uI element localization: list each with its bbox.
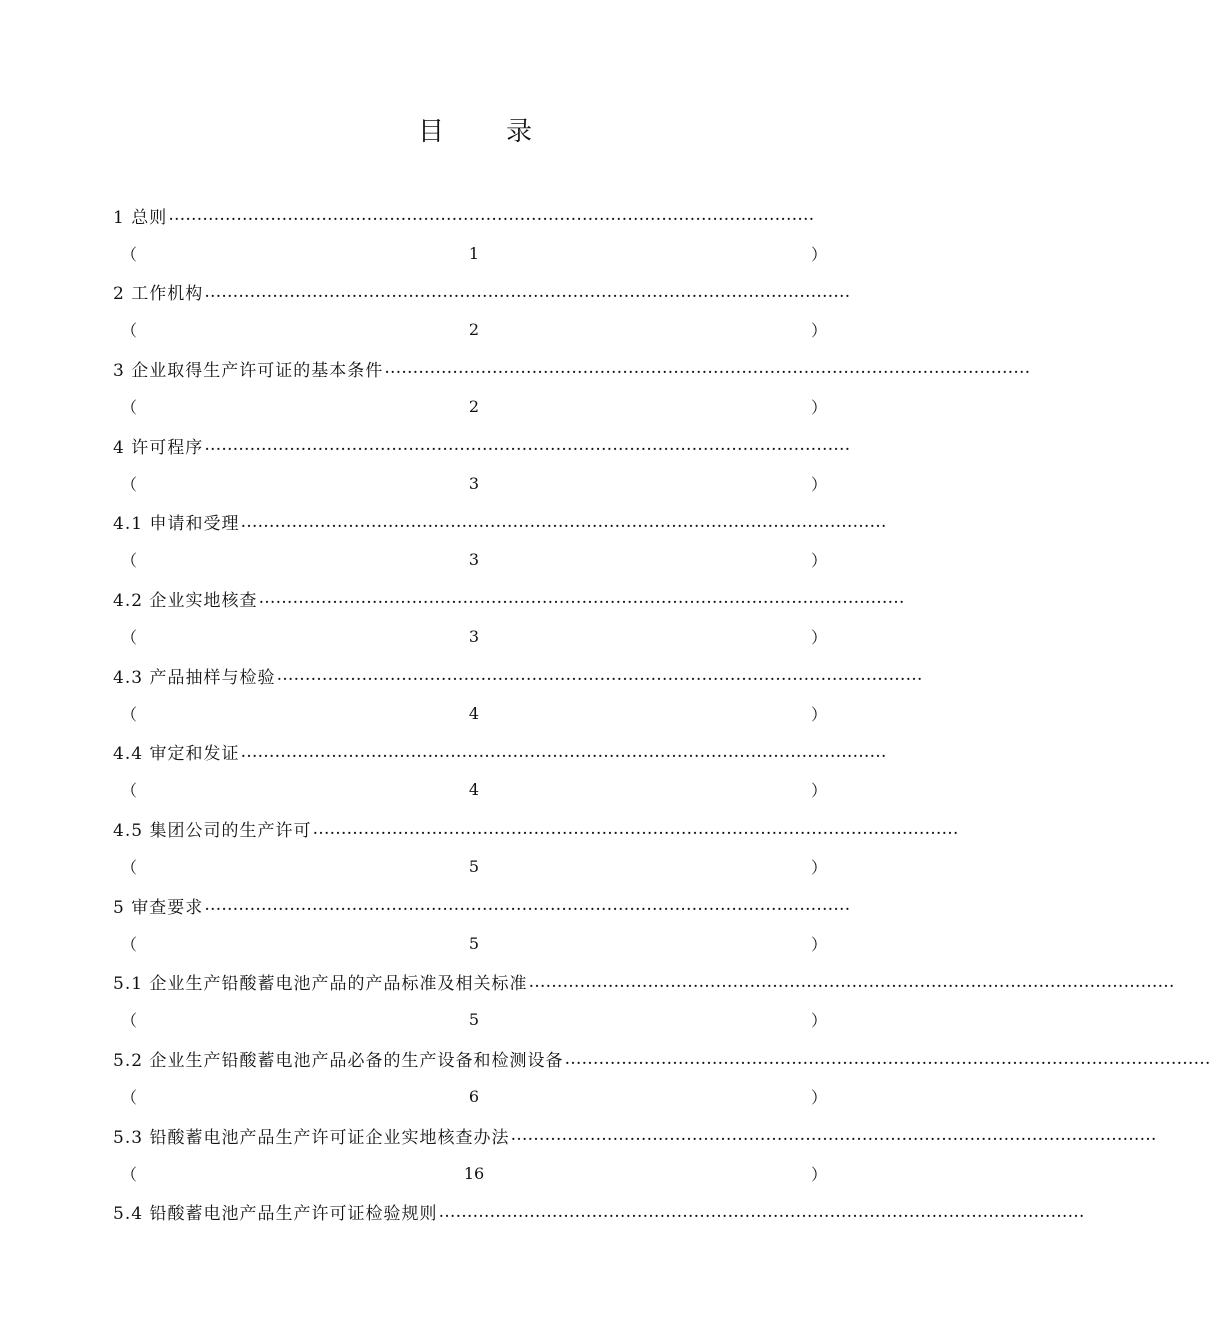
title-char-1: 目 <box>417 117 444 147</box>
toc-page-number: 3 <box>468 626 480 646</box>
toc-page-line <box>113 541 835 579</box>
toc-heading-line <box>113 579 905 617</box>
toc-dot-leader: …………………………………………………………………………………………………… <box>510 1125 1157 1146</box>
toc-entry[interactable] <box>113 963 1175 1040</box>
toc-page-number: 3 <box>468 550 480 570</box>
paren-open: （ <box>121 934 138 954</box>
toc-entry[interactable] <box>113 1193 1085 1270</box>
toc-page-line <box>113 771 835 809</box>
paren-close: ） <box>810 244 827 264</box>
toc-entry-label: 4.4 审定和发证 <box>113 744 240 765</box>
paren-open: （ <box>121 627 138 647</box>
toc-entry-label: 2 工作机构 <box>113 284 204 305</box>
toc-entry-label: 5 审查要求 <box>113 897 204 918</box>
toc-page-line <box>113 617 835 655</box>
paren-close: ） <box>810 1011 827 1031</box>
paren-close: ） <box>810 858 827 877</box>
toc-heading-line <box>113 963 1175 1001</box>
toc-page-line <box>113 694 835 732</box>
toc-dot-leader: …………………………………………………………………………………………………… <box>204 895 851 916</box>
toc-dot-leader: …………………………………………………………………………………………………… <box>384 358 1031 379</box>
toc-heading-line <box>113 1193 1085 1231</box>
paren-close: ） <box>810 704 827 724</box>
toc-heading-line <box>113 273 851 311</box>
toc-heading-line <box>113 733 887 771</box>
toc-heading-line <box>113 1116 1157 1154</box>
toc-entry-label: 5.4 铅酸蓄电池产品生产许可证检验规则 <box>113 1204 438 1225</box>
toc-page-number: 5 <box>468 1010 480 1030</box>
toc-entry[interactable] <box>113 886 851 963</box>
paren-close: ） <box>810 781 827 801</box>
toc-entry-label: 1 总则 <box>113 207 168 228</box>
paren-open: （ <box>121 397 138 417</box>
toc-heading-line <box>113 886 851 924</box>
toc-entry[interactable] <box>113 1116 1157 1193</box>
toc-entry[interactable] <box>113 733 887 810</box>
toc-page-number: 16 <box>463 1163 485 1183</box>
page-title <box>0 114 950 150</box>
title-char-2: 录 <box>506 117 533 147</box>
paren-close: ） <box>810 1164 827 1184</box>
paren-open: （ <box>121 781 138 801</box>
toc-page-line <box>113 1078 835 1116</box>
paren-open: （ <box>121 474 138 494</box>
toc-heading-line <box>113 349 1031 387</box>
toc-entry-label: 4.3 产品抽样与检验 <box>113 667 276 688</box>
table-of-contents <box>113 196 1210 1270</box>
toc-page-number: 5 <box>468 933 480 953</box>
toc-dot-leader: …………………………………………………………………………………………………… <box>258 588 905 609</box>
toc-entry-label: 4.1 申请和受理 <box>113 514 240 535</box>
paren-open: （ <box>121 321 138 341</box>
toc-dot-leader: …………………………………………………………………………………………………… <box>564 1048 1210 1069</box>
paren-open: （ <box>121 1164 138 1184</box>
toc-page-line <box>113 387 835 425</box>
paren-close: ） <box>810 934 827 954</box>
toc-dot-leader: …………………………………………………………………………………………………… <box>438 1201 1085 1222</box>
toc-page-line <box>113 1154 835 1192</box>
toc-heading-line <box>113 656 923 694</box>
toc-dot-leader: …………………………………………………………………………………………………… <box>204 435 851 456</box>
toc-entry[interactable] <box>113 656 923 733</box>
paren-close: ） <box>810 627 827 647</box>
toc-entry[interactable] <box>113 196 835 273</box>
toc-page-line <box>113 464 835 502</box>
toc-page-line <box>113 1001 835 1039</box>
toc-heading-line <box>113 503 887 541</box>
toc-entry[interactable] <box>113 810 959 887</box>
paren-close: ） <box>810 474 827 494</box>
toc-dot-leader: …………………………………………………………………………………………………… <box>276 665 923 686</box>
toc-entry-label: 4.5 集团公司的生产许可 <box>113 821 312 841</box>
paren-open: （ <box>121 1088 138 1108</box>
toc-entry[interactable] <box>113 1040 1210 1117</box>
toc-dot-leader: …………………………………………………………………………………………………… <box>240 741 887 762</box>
toc-dot-leader: …………………………………………………………………………………………………… <box>528 971 1175 992</box>
toc-page-number: 6 <box>468 1087 480 1107</box>
toc-heading-line <box>113 810 959 848</box>
toc-entry[interactable] <box>113 579 905 656</box>
paren-open: （ <box>121 244 138 264</box>
toc-entry-label: 3 企业取得生产许可证的基本条件 <box>113 360 384 381</box>
paren-open: （ <box>121 858 138 877</box>
toc-dot-leader: …………………………………………………………………………………………………… <box>240 511 887 532</box>
paren-open: （ <box>121 704 138 724</box>
toc-entry[interactable] <box>113 426 851 503</box>
toc-page-number: 2 <box>468 396 480 416</box>
paren-close: ） <box>810 1088 827 1108</box>
toc-heading-line <box>113 1040 1210 1078</box>
toc-heading-line <box>113 426 851 464</box>
toc-entry[interactable] <box>113 349 1031 426</box>
toc-page-number: 5 <box>468 857 480 876</box>
paren-close: ） <box>810 397 827 417</box>
toc-page-line <box>113 311 835 349</box>
toc-entry[interactable] <box>113 503 887 580</box>
paren-open: （ <box>121 1011 138 1031</box>
toc-dot-leader: …………………………………………………………………………………………………… <box>312 818 959 839</box>
toc-entry-label: 5.3 铅酸蓄电池产品生产许可证企业实地核查办法 <box>113 1127 510 1148</box>
toc-dot-leader: …………………………………………………………………………………………………… <box>204 281 851 302</box>
toc-page-line <box>113 848 835 886</box>
toc-entry-label: 4.2 企业实地核查 <box>113 590 258 611</box>
toc-page-line <box>113 924 835 962</box>
toc-entry-label: 5.1 企业生产铅酸蓄电池产品的产品标准及相关标准 <box>113 974 528 995</box>
toc-page-line <box>113 234 835 272</box>
toc-dot-leader: …………………………………………………………………………………………………… <box>168 205 815 225</box>
paren-close: ） <box>810 551 827 571</box>
toc-entry-label: 5.2 企业生产铅酸蓄电池产品必备的生产设备和检测设备 <box>113 1051 564 1072</box>
paren-open: （ <box>121 551 138 571</box>
toc-page-number: 1 <box>468 243 480 263</box>
toc-entry-label: 4 许可程序 <box>113 437 204 458</box>
toc-page-number: 4 <box>468 780 480 800</box>
toc-page-number: 2 <box>468 320 480 340</box>
toc-page-number: 4 <box>468 703 480 723</box>
toc-entry[interactable] <box>113 273 851 350</box>
toc-heading-line <box>113 196 835 234</box>
paren-close: ） <box>810 321 827 341</box>
toc-page-number: 3 <box>468 473 480 493</box>
